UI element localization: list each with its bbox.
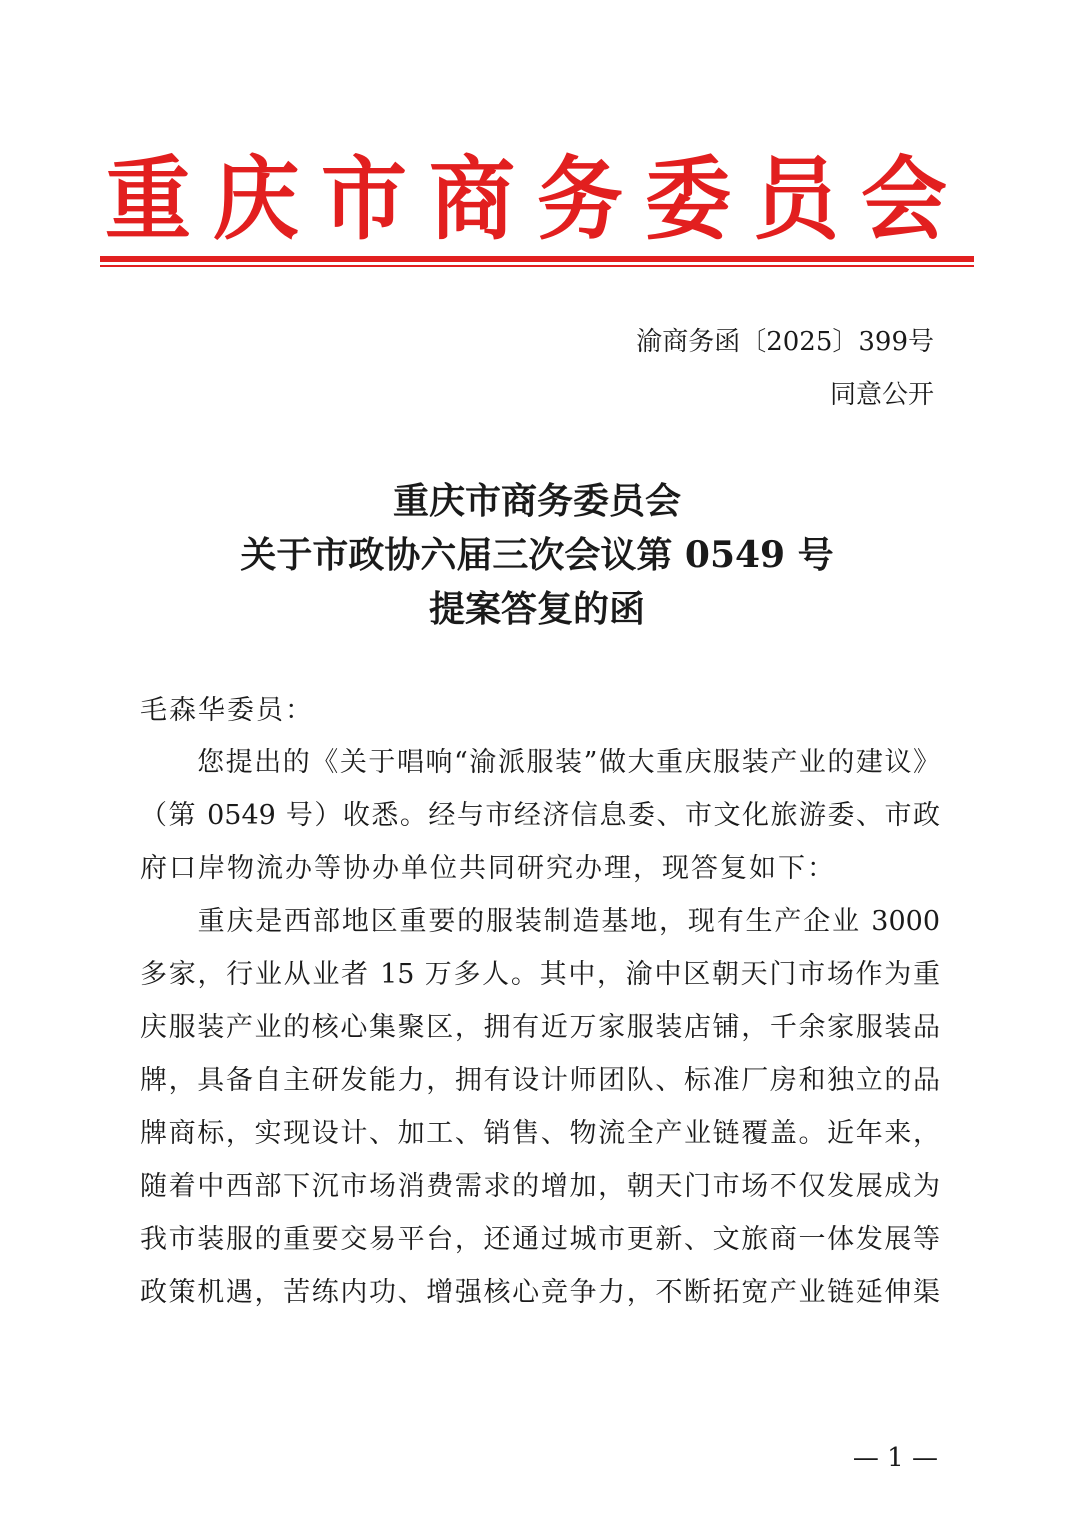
letter-body: [140, 686, 940, 1319]
masthead-org-name: 重庆市商务委员会: [105, 146, 969, 253]
paragraph-2-line-5: 牌商标，实现设计、加工、销售、物流全产业链覆盖。近年来，: [140, 1118, 940, 1149]
paragraph-2-line-4: 牌，具备自主研发能力，拥有设计师团队、标准厂房和独立的品: [140, 1065, 940, 1096]
paragraph-1-line-3: 府口岸物流办等协办单位共同研究办理，现答复如下：: [140, 853, 836, 884]
disclosure-status: 同意公开: [829, 380, 934, 410]
masthead-thick-rule: [100, 256, 974, 262]
title-line-3: 提案答复的函: [428, 588, 645, 630]
paragraph-2-line-1: 重庆是西部地区重要的服装制造基地，现有生产企业 3000: [140, 906, 940, 937]
document-title: [100, 474, 974, 636]
title-line-2: 关于市政协六届三次会议第 0549 号: [240, 534, 834, 576]
masthead-thin-rule: [100, 265, 974, 267]
paragraph-1-line-1: 您提出的《关于唱响“渝派服装”做大重庆服装产业的建议》: [140, 747, 940, 778]
paragraph-2-line-6: 随着中西部下沉市场消费需求的增加，朝天门市场不仅发展成为: [140, 1171, 940, 1202]
page-number: — 1 —: [852, 1443, 938, 1473]
paragraph-2-line-7: 我市装服的重要交易平台，还通过城市更新、文旅商一体发展等: [140, 1224, 940, 1255]
paragraph-2-line-8: 政策机遇，苦练内功、增强核心竞争力，不断拓宽产业链延伸渠: [140, 1277, 940, 1308]
paragraph-2-line-3: 庆服装产业的核心集聚区，拥有近万家服装店铺，千余家服装品: [140, 1012, 940, 1043]
paragraph-2-line-2: 多家，行业从业者 15 万多人。其中，渝中区朝天门市场作为重: [140, 959, 940, 990]
paragraph-1-line-2: （第 0549 号）收悉。经与市经济信息委、市文化旅游委、市政: [140, 800, 940, 831]
title-line-1: 重庆市商务委员会: [392, 480, 681, 522]
salutation: 毛森华委员：: [140, 695, 314, 726]
document-number: 渝商务函〔2025〕399号: [636, 327, 934, 357]
